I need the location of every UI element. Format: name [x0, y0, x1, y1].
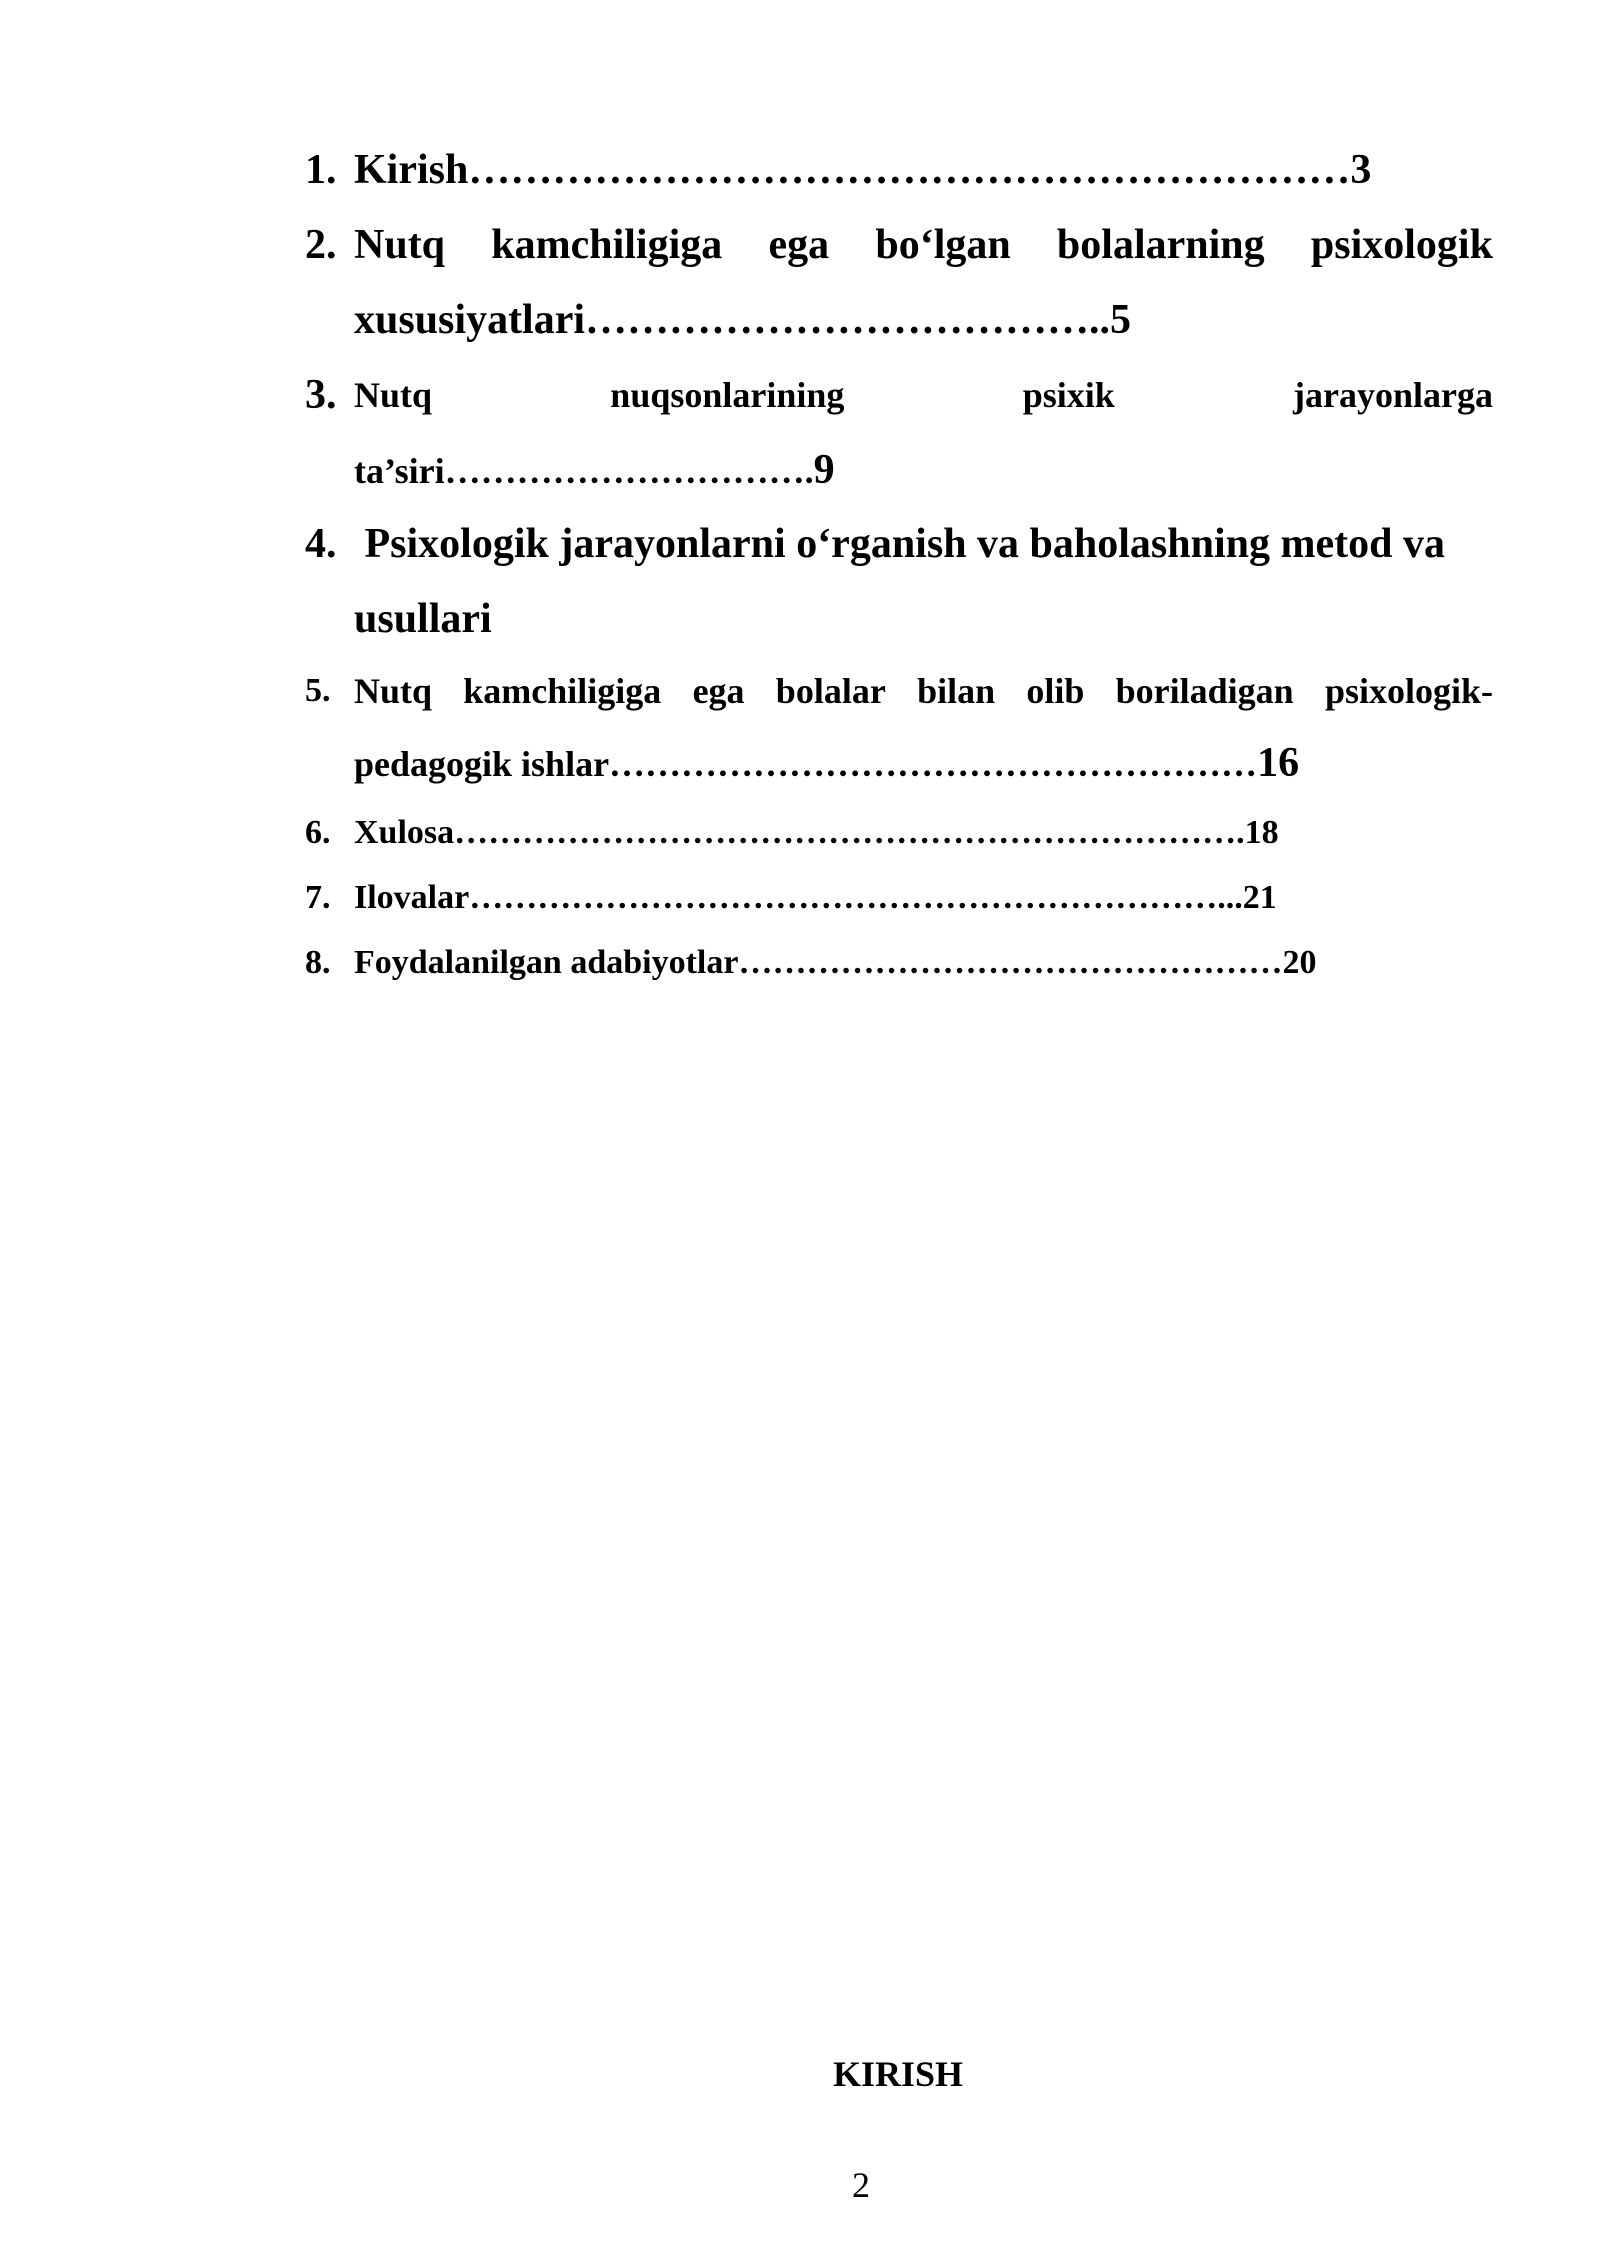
toc-item-text-line-1: [354, 655, 1493, 727]
toc-word: psixologik-: [1324, 671, 1493, 711]
toc-item-text-line-2: xususiyatlari………………………………..5: [354, 297, 1132, 343]
toc-item-xulosa: [305, 800, 1493, 865]
toc-item-number: 2.: [305, 222, 337, 268]
toc-word: bilan: [917, 671, 996, 711]
toc-word: kamchiligiga: [491, 222, 723, 268]
toc-item-text-line-2: usullari: [354, 596, 492, 642]
toc-word: psixologik: [1310, 222, 1493, 268]
toc-item-ilovalar: [305, 865, 1493, 930]
toc-item-number: 7.: [305, 879, 331, 916]
toc-word: Nutq: [354, 375, 433, 415]
toc-item-page: 16: [1257, 740, 1300, 786]
toc-word: bo‘lgan: [875, 222, 1011, 268]
toc-word: ega: [768, 222, 830, 268]
toc-item-text: Kirish………………………………………………………3: [354, 147, 1372, 193]
toc-word: kamchiligiga: [463, 671, 662, 711]
toc-word: Nutq: [354, 222, 446, 268]
toc-item-text-line-2: [354, 433, 1493, 509]
toc-item-number: 4.: [305, 521, 337, 567]
toc-item-kirish: [305, 148, 1493, 192]
toc-item-metod-va-usullari: [305, 507, 1493, 657]
toc-item-title-end: ta’siri………………………….: [354, 451, 814, 491]
toc-word: nuqsonlarining: [610, 375, 845, 415]
section-heading: KIRISH: [832, 2054, 964, 2094]
toc-word: bolalar: [775, 671, 886, 711]
toc-item-text: Ilovalar…………………………………………………………...21: [354, 879, 1277, 916]
toc-word: olib: [1026, 671, 1085, 711]
toc-item-psixologik-xususiyatlari: [305, 208, 1493, 358]
page-number: 2: [852, 2165, 870, 2205]
toc-item-number: 3.: [305, 372, 337, 418]
toc-item-psixologik-pedagogik-ishlar: [305, 655, 1493, 800]
toc-item-text-line-1: [354, 358, 1493, 433]
toc-word: psixik: [1022, 375, 1115, 415]
toc-item-page: 9: [813, 447, 835, 493]
toc-word: boriladigan: [1115, 671, 1294, 711]
toc-item-foydalanilgan-adabiyotlar: [305, 930, 1493, 995]
table-of-contents: [305, 148, 1493, 995]
toc-word: ega: [692, 671, 745, 711]
toc-item-number: 1.: [305, 147, 337, 193]
toc-item-text: Xulosa…………………………………………………………….18: [354, 814, 1279, 851]
toc-item-number: 8.: [305, 944, 331, 981]
toc-item-text: Foydalanilgan adabiyotlar…………………………………………20: [354, 944, 1317, 981]
toc-item-text-line-1: Psixologik jarayonlarni o‘rganish va baholashning metod va: [354, 521, 1445, 567]
toc-item-text-line-2: [354, 727, 1493, 800]
toc-item-text-line-1: [354, 208, 1493, 283]
toc-item-title-end: pedagogik ishlar………………………………………………: [354, 744, 1258, 784]
toc-item-psixik-jarayonlarga-tasiri: [305, 358, 1493, 509]
toc-word: Nutq: [354, 671, 433, 711]
toc-word: bolalarning: [1056, 222, 1265, 268]
toc-item-number: 6.: [305, 814, 331, 851]
toc-item-number: 5.: [305, 672, 331, 709]
toc-word: jarayonlarga: [1293, 375, 1493, 415]
